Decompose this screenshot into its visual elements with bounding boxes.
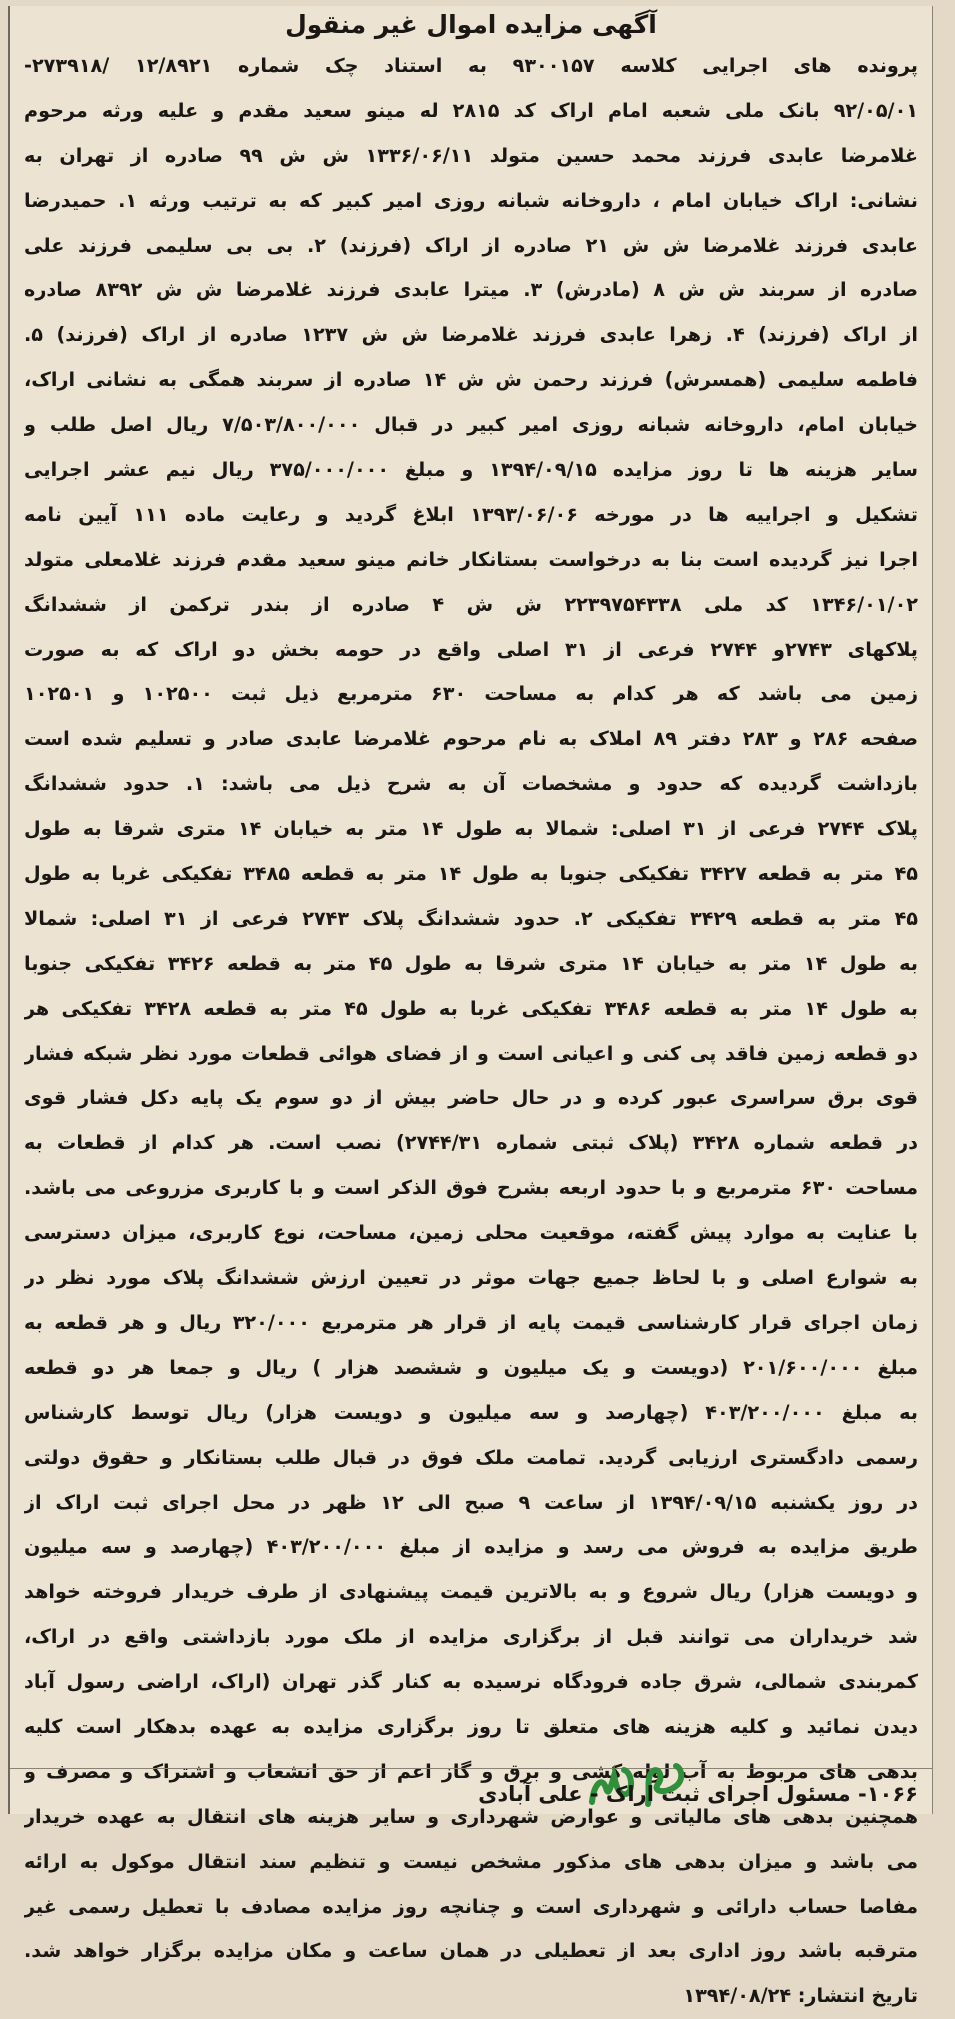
auction-notice: [8, 6, 933, 2008]
notice-line: صادره از سربند ش ش ۸ (مادرش) ۳. میترا عابدی فرزند غلامرضا ش ش ۸۳۹۲ صادره: [24, 278, 918, 302]
notice-line: شد خریداران می توانند قبل از برگزاری مزایده از ملک مورد بازداشتی واقع در اراک،: [24, 1625, 918, 1649]
notice-line: ۱۳۴۶/۰۱/۰۲ کد ملی ۲۲۳۹۷۵۴۳۳۸ ش ش ۴ صادره از بندر ترکمن از ششدانگ: [24, 592, 918, 616]
notice-line: مساحت ۶۳۰ مترمربع و با حدود اربعه بشرح فوق الذکر است و با کاربری مزروعی می باشد.: [24, 1176, 918, 1200]
notice-line: مترقبه باشد روز اداری بعد از تعطیلی در همان ساعت و مکان مزایده برگزار خواهد شد.: [24, 1939, 918, 1963]
notice-line: تشکیل و اجراییه ها در مورخه ۱۳۹۳/۰۶/۰۶ ابلاغ گردید و رعایت ماده ۱۱۱ آیین نامه: [24, 502, 918, 526]
notice-line: بدهی های مربوط به آب لوله کشی و برق و گاز اعم از حق انشعاب و اشتراک و مصرف و: [24, 1759, 918, 1783]
notice-line: ۴۵ متر به قطعه ۳۴۲۷ تفکیکی جنوبا به طول ۱۴ متر به قطعه ۳۴۸۵ تفکیکی غربا به طول: [24, 862, 918, 886]
notice-line: زمان اجرای قرار کارشناسی قیمت پایه از قرار هر مترمربع ۳۲۰/۰۰۰ ریال و هر قطعه به: [24, 1310, 918, 1334]
notice-line: پلاکهای ۲۷۴۳و ۲۷۴۴ فرعی از ۳۱ اصلی واقع در حومه بخش دو اراک که به صورت: [24, 637, 918, 661]
notice-line: ۴۵ متر به قطعه ۳۴۲۹ تفکیکی ۲. حدود ششدانگ پلاک ۲۷۴۳ فرعی از ۳۱ اصلی: شمالا: [24, 906, 918, 930]
notice-line: به طول ۱۴ متر به قطعه ۳۴۸۶ تفکیکی غربا به طول ۴۵ متر به قطعه ۳۴۲۸ تفکیکی هر: [24, 996, 918, 1020]
notice-line: قوی برق سراسری عبور کرده و در حال حاضر بیش از دو سوم یک پایه دکل فشار قوی: [24, 1086, 918, 1110]
notice-line: اجرا نیز گردیده است بنا به درخواست بستانکار خانم مینو سعید مقدم فرزند غلامعلی متولد: [24, 547, 918, 571]
notice-line: دیدن نمائید و کلیه هزینه های متعلق تا روز برگزاری مزایده به عهده بدهکار است کلیه: [24, 1714, 918, 1738]
signature-line: ۱۰۶۶- مسئول اجرای ثبت اراک - علی آبادی: [478, 1782, 918, 1806]
notice-line: رسمی دادگستری ارزیابی گردید. تمامت ملک فوق در قبال طلب بستانکار و حقوق دولتی: [24, 1445, 918, 1469]
notice-line: بازداشت گردیده که حدود و مشخصات آن به شرح ذیل می باشد: ۱. حدود ششدانگ: [24, 772, 918, 796]
footer-divider: [10, 1768, 932, 1769]
notice-line: پلاک ۲۷۴۴ فرعی از ۳۱ اصلی: شمالا به طول ۱۴ متر به خیابان ۱۴ متری شرقا به طول: [24, 817, 918, 841]
notice-line: از اراک (فرزند) ۴. زهرا عابدی فرزند غلامرضا ش ش ۱۲۳۷ صادره از اراک (فرزند) ۵.: [24, 323, 918, 347]
notice-line: همچنین بدهی های مالیاتی و عوارض شهرداری و سایر هزینه های انتقال به عهده خریدار: [24, 1804, 918, 1828]
notice-body: [24, 44, 918, 2019]
notice-line: کمربندی شمالی، شرق جاده فرودگاه نرسیده به کنار گذر تهران (اراک، اراضی رسول آباد: [24, 1670, 918, 1694]
notice-line: مبلغ ۲۰۱/۶۰۰/۰۰۰ (دویست و یک میلیون و ششصد هزار ) ریال و جمعا هر دو قطعه: [24, 1355, 918, 1379]
notice-line: سایر هزینه ها تا روز مزایده ۱۳۹۴/۰۹/۱۵ و مبلغ ۳۷۵/۰۰۰/۰۰۰ ریال نیم عشر اجرایی: [24, 458, 918, 482]
notice-line: می باشد و میزان بدهی های مذکور مشخص نیست و تنظیم سند انتقال موکول به ارائه: [24, 1849, 918, 1873]
notice-line: غلامرضا عابدی فرزند محمد حسین متولد ۱۳۳۶/۰۶/۱۱ ش ش ۹۹ صادره از تهران به: [24, 143, 918, 167]
notice-line: به شوارع اصلی و با لحاظ جمیع جهات موثر در تعیین ارزش ششدانگ پلاک مورد نظر در: [24, 1266, 918, 1290]
publish-date-line: تاریخ انتشار: ۱۳۹۴/۰۸/۲۴: [683, 1984, 918, 2008]
notice-line: به طول ۱۴ متر به خیابان ۱۴ متری شرقا به طول ۴۵ متر به قطعه ۳۴۲۶ تفکیکی جنوبا: [24, 951, 918, 975]
notice-line: نشانی: اراک خیابان امام ، داروخانه شبانه روزی امیر کبیر که به ترتیب ورثه ۱. حمیدرضا: [24, 188, 918, 212]
notice-line: ۹۲/۰۵/۰۱ بانک ملی شعبه امام اراک کد ۲۸۱۵ له مینو سعید مقدم و علیه ورثه مرحوم: [24, 98, 918, 122]
notice-line: پرونده های اجرایی کلاسه ۹۳۰۰۱۵۷ به استناد چک شماره ۱۲/۸۹۲۱ /۲۷۳۹۱۸-: [24, 54, 918, 77]
notice-line: در روز یکشنبه ۱۳۹۴/۰۹/۱۵ از ساعت ۹ صبح الی ۱۲ ظهر در محل اجرای ثبت اراک از: [24, 1490, 918, 1514]
notice-line: عابدی فرزند غلامرضا ش ش ۲۱ صادره از اراک (فرزند) ۲. بی بی سلیمی فرزند علی: [24, 233, 918, 257]
notice-line: خیابان امام، داروخانه شبانه روزی امیر کبیر در قبال ۷/۵۰۳/۸۰۰/۰۰۰ ریال اصل طلب و: [24, 413, 918, 437]
notice-line: مفاصا حساب دارائی و شهرداری است و چنانچه روز مزایده مصادف با تعطیل رسمی غیر: [24, 1894, 918, 1918]
notice-line: با عنایت به موارد پیش گفته، موقعیت محلی زمین، مساحت، نوع کاربری، میزان دسترسی: [24, 1221, 918, 1245]
notice-line: و دویست هزار) ریال شروع و به بالاترین قیمت پیشنهادی از طرف خریدار فروخته خواهد: [24, 1580, 918, 1604]
notice-line: به مبلغ ۴۰۳/۲۰۰/۰۰۰ (چهارصد و سه میلیون و دویست هزار) ریال توسط کارشناس: [24, 1400, 918, 1424]
notice-line: طریق مزایده به فروش می رسد و مزایده از مبلغ ۴۰۳/۲۰۰/۰۰۰ (چهارصد و سه میلیون: [24, 1535, 918, 1559]
notice-line: دو قطعه زمین فاقد پی کنی و اعیانی است و از فضای هوائی قطعات مورد نظر شبکه فشار: [24, 1041, 918, 1065]
notice-line: صفحه ۲۸۶ و ۲۸۳ دفتر ۸۹ املاک به نام مرحوم غلامرضا عابدی صادر و تسلیم شده است: [24, 727, 918, 751]
notice-line: فاطمه سلیمی (همسرش) فرزند رحمن ش ش ۱۴ صادره از سربند همگی به نشانی اراک،: [24, 368, 918, 392]
notice-title: آگهی مزایده اموال غیر منقول: [285, 10, 657, 39]
notice-line: در قطعه شماره ۳۴۲۸ (پلاک ثبتی شماره ۲۷۴۴/۳۱) نصب است. هر کدام از قطعات به: [24, 1131, 918, 1155]
notice-line: زمین می باشد که هر کدام به مساحت ۶۳۰ مترمربع ذیل ثبت ۱۰۲۵۰۰ و ۱۰۲۵۰۱: [24, 682, 918, 706]
